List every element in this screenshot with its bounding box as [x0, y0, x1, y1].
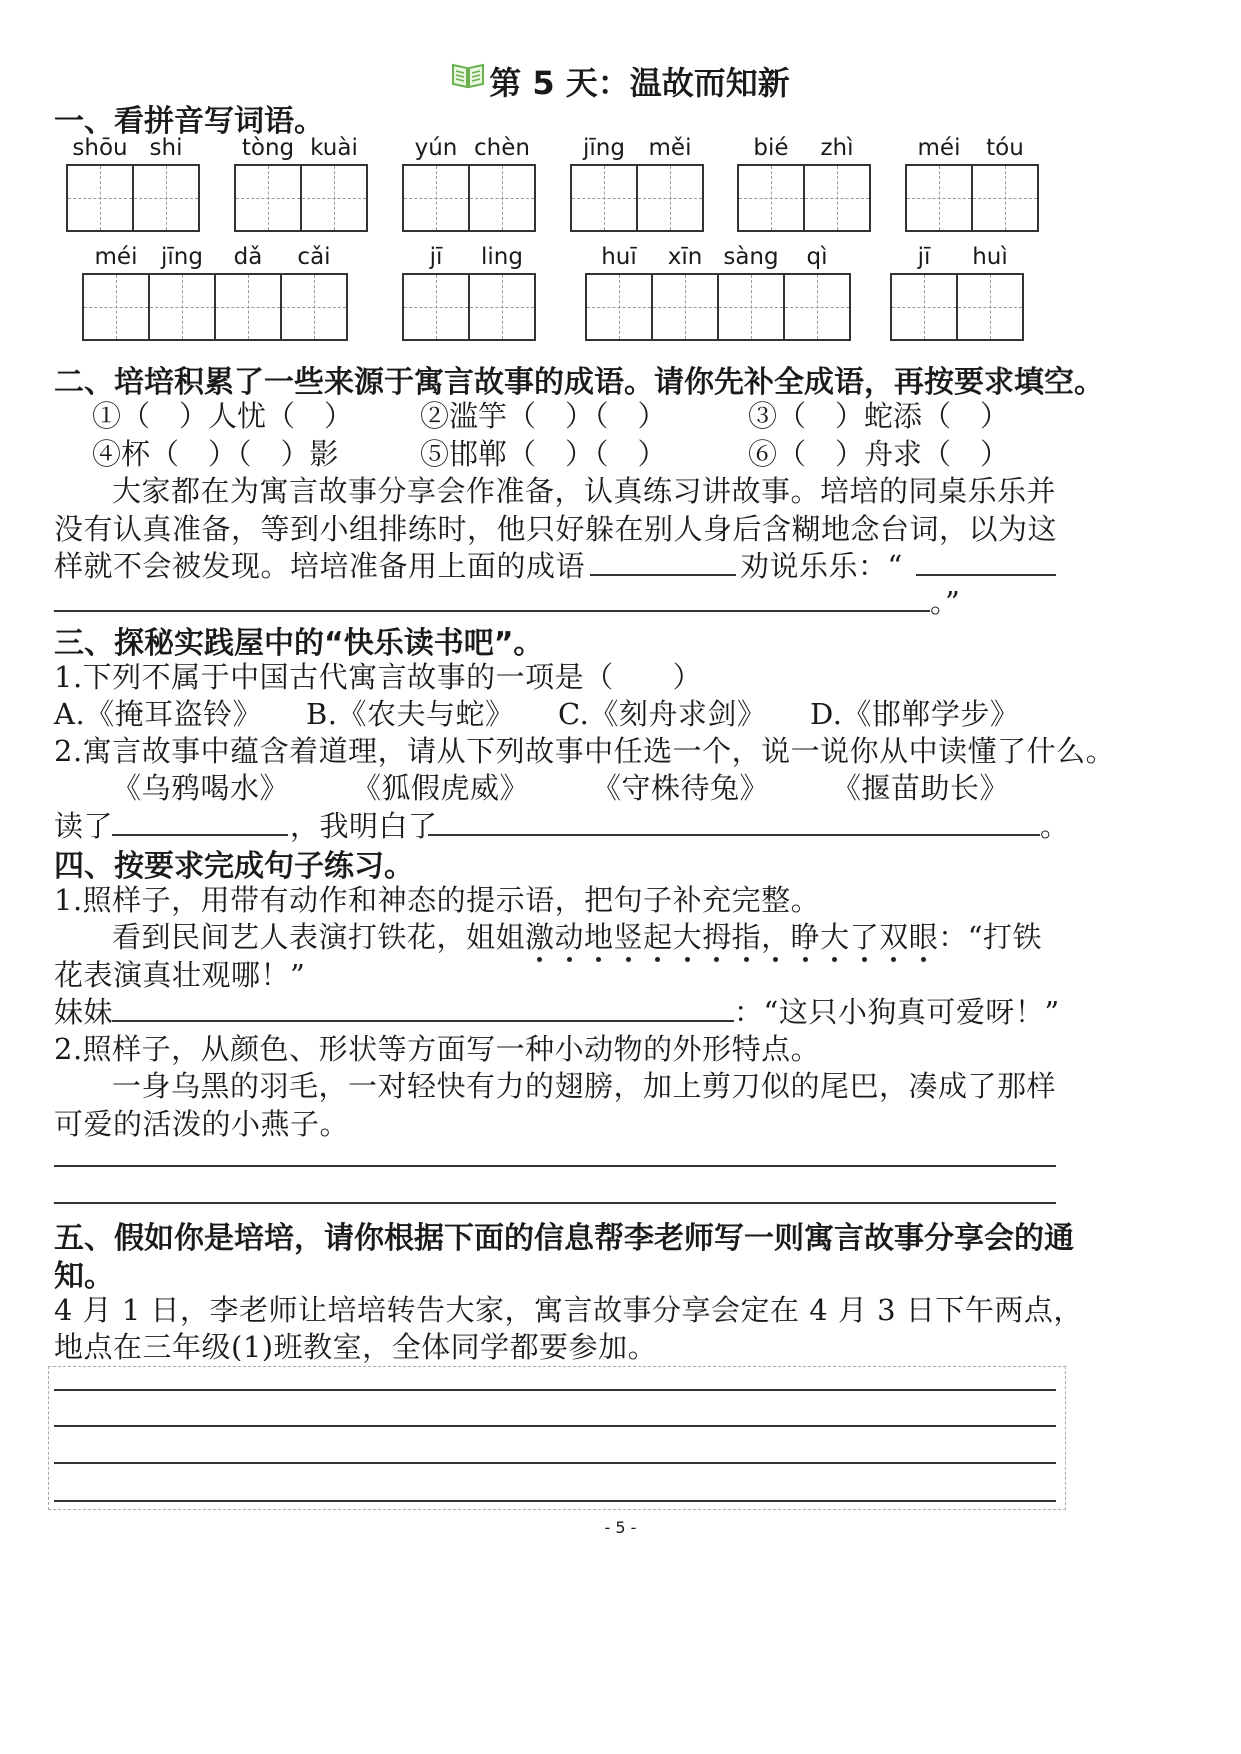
- notice-line-4[interactable]: [54, 1500, 1056, 1502]
- s3-option-c: C.《刻舟求剑》: [558, 697, 767, 731]
- pinyin-label: jī: [917, 244, 931, 270]
- s3-question-1: 1.下列不属于中国古代寓言故事的一项是（ ）: [54, 660, 703, 694]
- pinyin-label: tóu: [986, 135, 1024, 161]
- idiom-answer-blank[interactable]: [590, 574, 736, 576]
- s3-story-2: 《狐假虎威》: [352, 771, 530, 805]
- tianzige-cell[interactable]: [402, 164, 470, 232]
- pinyin-label: tòng: [241, 135, 295, 161]
- pinyin-label: měi: [648, 135, 692, 161]
- tianzige-cell[interactable]: [66, 164, 134, 232]
- word-grid[interactable]: [66, 164, 198, 232]
- tianzige-cell[interactable]: [468, 273, 536, 341]
- persuade-blank-1[interactable]: [916, 574, 1056, 576]
- tianzige-cell[interactable]: [214, 273, 282, 341]
- tianzige-cell[interactable]: [82, 273, 150, 341]
- word-grid[interactable]: [890, 273, 1022, 341]
- emphasis-char: 眼: [909, 915, 939, 956]
- tianzige-cell[interactable]: [737, 164, 805, 232]
- s3-story-4: 《揠苗助长》: [832, 771, 1010, 805]
- tianzige-cell[interactable]: [585, 273, 653, 341]
- section3-heading: 三、探秘实践屋中的“快乐读书吧”。: [54, 626, 544, 661]
- pinyin-label: yún: [414, 135, 458, 161]
- s3-story-1: 《乌鸦喝水》: [112, 771, 290, 805]
- tianzige-cell[interactable]: [651, 273, 719, 341]
- s4-question-1: 1.照样子，用带有动作和神态的提示语，把句子补充完整。: [54, 883, 821, 917]
- tianzige-cell[interactable]: [132, 164, 200, 232]
- emphasis-char: 竖: [614, 915, 644, 956]
- section5-heading-line2: 知。: [54, 1259, 114, 1294]
- tianzige-cell[interactable]: [783, 273, 851, 341]
- word-grid[interactable]: [905, 164, 1037, 232]
- emphasis-char: 大: [673, 915, 703, 956]
- animal-desc-line-1[interactable]: [54, 1165, 1056, 1167]
- word-grid[interactable]: [402, 164, 534, 232]
- emphasis-char: 指: [732, 915, 762, 956]
- idiom-2: ②滥竽（ ）（ ）: [420, 399, 667, 433]
- emphasis-char: 睁: [791, 915, 821, 956]
- pinyin-label: kuài: [310, 135, 358, 161]
- word-grid[interactable]: [737, 164, 869, 232]
- s4-sister-suffix: ：“这只小狗真可爱呀！”: [734, 995, 1060, 1029]
- tianzige-cell[interactable]: [280, 273, 348, 341]
- word-grid[interactable]: [585, 273, 849, 341]
- pinyin-label: dǎ: [233, 244, 263, 270]
- emphasis-char: 了: [850, 915, 880, 956]
- s5-info-line1: 4 月 1 日，李老师让培培转告大家，寓言故事分享会定在 4 月 3 日下午两点，: [54, 1293, 1083, 1327]
- notice-line-3[interactable]: [54, 1462, 1056, 1464]
- sister-tag-blank[interactable]: [112, 1020, 734, 1022]
- s2-para-end: 。”: [930, 585, 961, 619]
- tianzige-cell[interactable]: [300, 164, 368, 232]
- section4-heading: 四、按要求完成句子练习。: [54, 849, 414, 884]
- s3-question-2: 2.寓言故事中蕴含着道理，请从下列故事中任选一个，说一说你从中读懂了什么。: [54, 734, 1116, 768]
- pinyin-label: qì: [806, 244, 828, 270]
- pinyin-label: shi: [149, 135, 183, 161]
- page-title: 第 5 天：温故而知新: [0, 58, 1241, 104]
- word-grid[interactable]: [234, 164, 366, 232]
- notice-line-2[interactable]: [54, 1425, 1056, 1427]
- s4-question-2: 2.照样子，从颜色、形状等方面写一种小动物的外形特点。: [54, 1032, 821, 1066]
- emphasis-char: 大: [820, 915, 850, 956]
- tianzige-cell[interactable]: [890, 273, 958, 341]
- idiom-3: ③（ ）蛇添（ ）: [748, 399, 1010, 433]
- pinyin-label: chèn: [474, 135, 530, 161]
- s3-option-a: A.《掩耳盗铃》: [54, 697, 263, 731]
- emphasis-char: ，: [761, 915, 791, 956]
- pinyin-label: bié: [753, 135, 789, 161]
- s5-info-line2: 地点在三年级(1)班教室，全体同学都要参加。: [54, 1330, 658, 1364]
- pinyin-label: cǎi: [297, 244, 331, 270]
- tianzige-cell[interactable]: [234, 164, 302, 232]
- word-grid[interactable]: [570, 164, 702, 232]
- pinyin-label: huī: [601, 244, 637, 270]
- emphasis-char: 地: [584, 915, 614, 956]
- s3-read-mid: ，我明白了: [290, 809, 438, 843]
- tianzige-cell[interactable]: [402, 273, 470, 341]
- pinyin-label: huì: [972, 244, 1008, 270]
- pinyin-label: zhì: [820, 135, 854, 161]
- s2-para-line1: 大家都在为寓言故事分享会作准备，认真练习讲故事。培培的同桌乐乐并: [112, 474, 1057, 508]
- story-lesson-blank[interactable]: [428, 834, 1040, 836]
- s4-example2-line1: 一身乌黑的羽毛，一对轻快有力的翅膀，加上剪刀似的尾巴，凑成了那样: [112, 1069, 1057, 1103]
- tianzige-cell[interactable]: [905, 164, 973, 232]
- pinyin-label: jīng: [583, 135, 625, 161]
- idiom-5: ⑤邯郸（ ）（ ）: [420, 437, 667, 471]
- tianzige-cell[interactable]: [956, 273, 1024, 341]
- s4-example2-line2: 可爱的活泼的小燕子。: [54, 1107, 350, 1141]
- word-grid[interactable]: [402, 273, 534, 341]
- tianzige-cell[interactable]: [636, 164, 704, 232]
- s3-read-end: 。: [1040, 809, 1070, 843]
- pinyin-label: jīng: [161, 244, 203, 270]
- s4-example1-line2: 花表演真壮观哪！”: [54, 958, 306, 992]
- s2-para-line3a: 样就不会被发现。培培准备用上面的成语: [54, 549, 586, 583]
- dotted-emphasis: [525, 920, 938, 954]
- s4-example1-line1: 看到民间艺人表演打铁花，姐姐激动地竖起大拇指，睁大了双眼：“打铁: [112, 915, 1042, 956]
- pinyin-label: sàng: [723, 244, 779, 270]
- tianzige-cell[interactable]: [971, 164, 1039, 232]
- emphasis-char: 起: [643, 915, 673, 956]
- s3-option-b: B.《农夫与蛇》: [306, 697, 515, 731]
- pinyin-label: xīn: [667, 244, 703, 270]
- pinyin-label: ling: [481, 244, 523, 270]
- s2-para-line3b: 劝说乐乐：“: [740, 549, 903, 583]
- animal-desc-line-2[interactable]: [54, 1202, 1056, 1204]
- emphasis-char: 激: [525, 915, 555, 956]
- idiom-4: ④杯（ ）（ ）影: [92, 437, 339, 471]
- word-grid[interactable]: [82, 273, 346, 341]
- pinyin-label: jī: [429, 244, 443, 270]
- s3-read-prefix: 读了: [54, 809, 114, 843]
- section5-heading-line1: 五、假如你是培培，请你根据下面的信息帮李老师写一则寓言故事分享会的通: [54, 1221, 1074, 1256]
- tianzige-cell[interactable]: [148, 273, 216, 341]
- s3-story-3: 《守株待兔》: [592, 771, 770, 805]
- open-book-icon: [451, 61, 485, 89]
- tianzige-cell[interactable]: [717, 273, 785, 341]
- notice-line-1[interactable]: [54, 1389, 1056, 1391]
- pinyin-label: shōu: [72, 135, 128, 161]
- s4-sister-prefix: 妹妹: [54, 995, 114, 1029]
- persuade-blank-2[interactable]: [54, 610, 930, 612]
- tianzige-cell[interactable]: [468, 164, 536, 232]
- story-name-blank[interactable]: [112, 834, 288, 836]
- s2-para-line2: 没有认真准备，等到小组排练时，他只好躲在别人身后含糊地念台词，以为这: [54, 512, 1058, 546]
- emphasis-char: 双: [879, 915, 909, 956]
- emphasis-char: 动: [555, 915, 585, 956]
- tianzige-cell[interactable]: [803, 164, 871, 232]
- section1-heading: 一、看拼音写词语。: [54, 104, 324, 139]
- pinyin-label: méi: [94, 244, 138, 270]
- idiom-6: ⑥（ ）舟求（ ）: [748, 437, 1010, 471]
- section2-heading: 二、培培积累了一些来源于寓言故事的成语。请你先补全成语，再按要求填空。: [54, 365, 1104, 400]
- notice-writing-box[interactable]: [48, 1366, 1066, 1510]
- pinyin-label: méi: [917, 135, 961, 161]
- emphasis-char: 拇: [702, 915, 732, 956]
- s3-option-d: D.《邯郸学步》: [810, 697, 1020, 731]
- tianzige-cell[interactable]: [570, 164, 638, 232]
- idiom-1: ①（ ）人忧（ ）: [92, 399, 354, 433]
- page-number: - 5 -: [604, 1518, 637, 1537]
